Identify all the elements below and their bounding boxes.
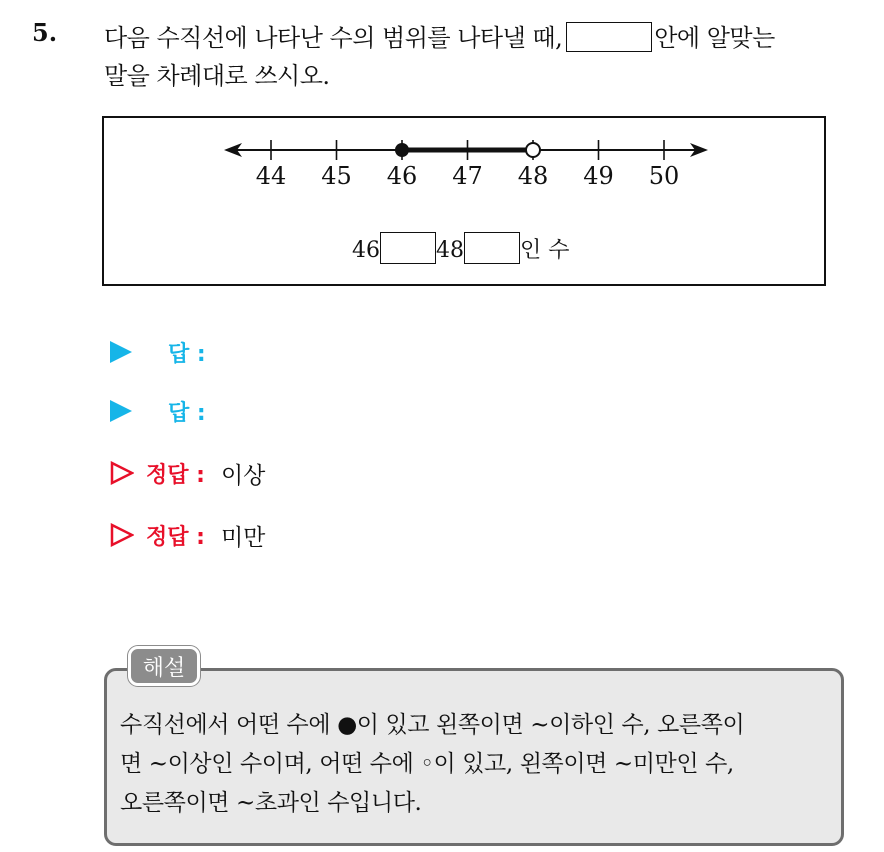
answer-row-1: [110, 337, 206, 367]
correct-answer-label-2: 정답 :: [146, 524, 205, 550]
caption-mid-value: 48: [436, 238, 464, 263]
outline-triangle-icon: [110, 523, 134, 547]
caption-start-value: 46: [352, 238, 380, 263]
tick-label-45: 45: [321, 162, 352, 190]
tick-label-47: 47: [452, 162, 483, 190]
tick-label-46: 46: [386, 162, 418, 190]
correct-answer-row-1: [110, 458, 265, 488]
correct-answer-value-1: 이상: [220, 462, 266, 489]
open-point-48: [526, 143, 540, 157]
play-triangle-icon: [110, 341, 132, 363]
explanation-line-2: 면 ~이상인 수이며, 어떤 수에 ◦이 있고, 왼쪽이면 ~미만인 수,: [120, 751, 734, 777]
number-line-figure: [102, 116, 826, 286]
explanation-line-3: 오른쪽이면 ~초과인 수입니다.: [120, 790, 422, 816]
tick-label-48: 48: [517, 162, 549, 190]
caption-blank-2: [464, 232, 520, 264]
answer-label-2: 답 :: [168, 400, 206, 426]
question-number: 5.: [32, 18, 58, 47]
tick-group: [256, 140, 680, 190]
explanation-line-1: 수직선에서 어떤 수에 ●이 있고 왼쪽이면 ~이하인 수, 오른쪽이: [120, 712, 745, 738]
tick-label-50: 50: [648, 162, 680, 190]
caption-blank-1: [380, 232, 436, 264]
outline-triangle-icon: [110, 461, 134, 485]
explanation-tab: 해설: [128, 646, 200, 686]
blank-box: [566, 22, 652, 52]
question-text-part2: 안에 알맞는: [654, 24, 775, 52]
range-caption: [352, 232, 570, 264]
question-text-line1: [104, 18, 775, 53]
question-text-part1: 다음 수직선에 나타난 수의 범위를 나타낼 때,: [104, 24, 563, 52]
answer-label-1: 답 :: [168, 341, 206, 367]
correct-answer-row-2: [110, 520, 265, 550]
question-text-line2: 말을 차례대로 쓰시오.: [104, 62, 330, 90]
tick-label-49: 49: [583, 162, 614, 190]
correct-answer-value-2: 미만: [220, 524, 266, 551]
play-triangle-icon: [110, 400, 132, 422]
correct-answer-label-1: 정답 :: [146, 462, 205, 488]
answer-row-2: [110, 396, 206, 426]
tick-label-44: 44: [255, 162, 287, 190]
filled-point-46: [395, 143, 409, 157]
caption-end-text: 인 수: [520, 238, 570, 263]
